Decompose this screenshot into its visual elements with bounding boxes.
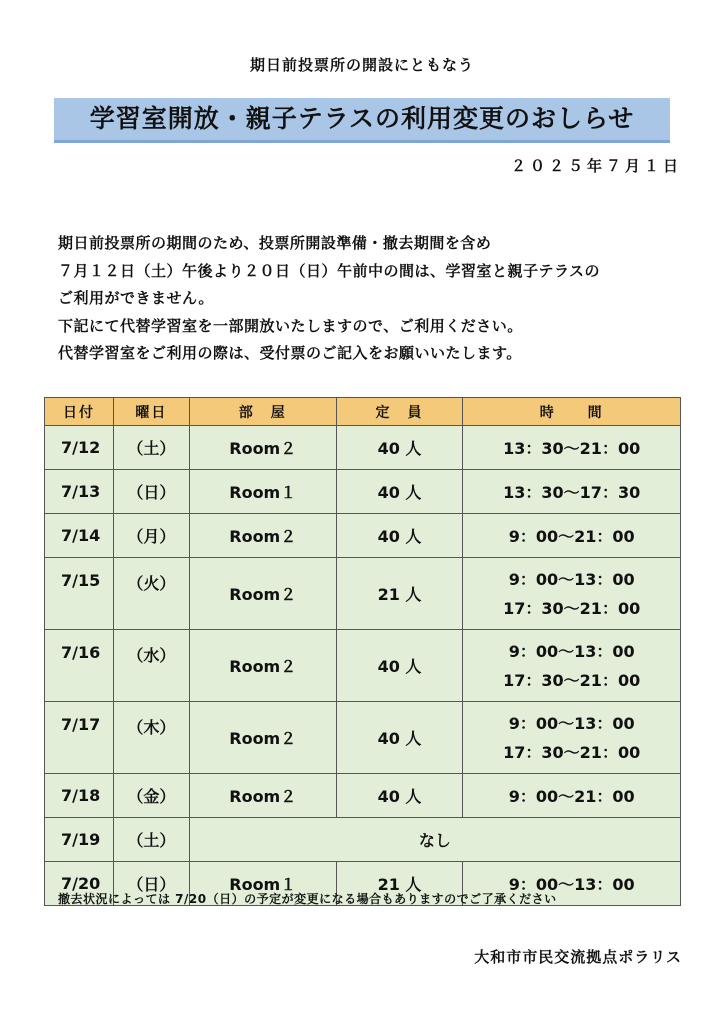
cell-date: 7/12 <box>45 426 114 470</box>
cell-date: 7/16 <box>45 630 114 702</box>
cell-capacity: 40 人 <box>336 774 463 818</box>
intro-line: 代替学習室をご利用の際は、受付票のご記入をお願いいたします。 <box>58 344 522 362</box>
table-row <box>45 470 681 514</box>
cell-time: 13：30～17：30 <box>463 470 681 514</box>
cell-date: 7/14 <box>45 514 114 558</box>
table-row <box>45 426 681 470</box>
cell-capacity: 40 人 <box>336 426 463 470</box>
table-row <box>45 774 681 818</box>
page-title: 学習室開放・親子テラスの利用変更のおしらせ <box>89 104 635 133</box>
cell-date: 7/18 <box>45 774 114 818</box>
cell-room: Room２ <box>189 558 336 630</box>
intro-line: ７月１２日（土）午後より２０日（日）午前中の間は、学習室と親子テラスの <box>58 261 601 280</box>
cell-date: 7/15 <box>45 558 114 630</box>
intro-text <box>58 230 698 368</box>
table-row <box>45 818 681 862</box>
time-slot: 17：30～21：00 <box>503 742 641 762</box>
cell-closed: なし <box>189 818 680 862</box>
cell-day: （月） <box>113 514 189 558</box>
header-date: 日付 <box>45 398 114 426</box>
header-capacity: 定 員 <box>336 398 463 426</box>
cell-time <box>463 630 681 702</box>
cell-room: Room２ <box>189 702 336 774</box>
time-slot: 17：30～21：00 <box>503 670 641 690</box>
cell-day: （日） <box>113 862 189 906</box>
time-slot: 9：00～13：00 <box>508 569 635 589</box>
organization-name: 大和市市民交流拠点ポラリス <box>474 948 682 966</box>
schedule-table <box>44 397 681 906</box>
time-slot: 17：30～21：00 <box>503 598 641 618</box>
cell-day: （日） <box>113 470 189 514</box>
header-room: 部 屋 <box>189 398 336 426</box>
cell-capacity: 21 人 <box>336 862 463 906</box>
cell-room: Room１ <box>189 470 336 514</box>
cell-room: Room２ <box>189 774 336 818</box>
table-row <box>45 630 681 702</box>
cell-day: （水） <box>113 630 189 702</box>
table-header-row <box>45 398 681 426</box>
cell-day: （火） <box>113 558 189 630</box>
time-slot: 9：00～13：00 <box>508 713 635 733</box>
cell-day: （金） <box>113 774 189 818</box>
cell-capacity: 40 人 <box>336 470 463 514</box>
cell-date: 7/20 <box>45 862 114 906</box>
cell-room: Room２ <box>189 426 336 470</box>
cell-date: 7/13 <box>45 470 114 514</box>
cell-time: 9：00～13：00 <box>463 862 681 906</box>
cell-time <box>463 702 681 774</box>
table-row <box>45 702 681 774</box>
cell-room: Room１ <box>189 862 336 906</box>
issue-date: ２０２５年７月１日 <box>510 157 682 175</box>
cell-date: 7/17 <box>45 702 114 774</box>
cell-room: Room２ <box>189 514 336 558</box>
cell-time: 9：00～21：00 <box>463 774 681 818</box>
header-day: 曜日 <box>113 398 189 426</box>
cell-time: 13：30～21：00 <box>463 426 681 470</box>
cell-capacity: 21 人 <box>336 558 463 630</box>
intro-line: 期日前投票所の期間のため、投票所開設準備・撤去期間を含め <box>58 234 492 252</box>
subtitle: 期日前投票所の開設にともなう <box>249 56 474 74</box>
footnote: 撤去状況によっては 7/20（日）の予定が変更になる場合もありますのでご了承ください <box>58 892 557 906</box>
table-row <box>45 514 681 558</box>
cell-day: （木） <box>113 702 189 774</box>
intro-line: 下記にて代替学習室を一部開放いたしますので、ご利用ください。 <box>58 316 523 335</box>
cell-room: Room２ <box>189 630 336 702</box>
cell-time: 9：00～21：00 <box>463 514 681 558</box>
cell-day: （土） <box>113 818 189 862</box>
table-row <box>45 558 681 630</box>
cell-date: 7/19 <box>45 818 114 862</box>
intro-line: ご利用ができません。 <box>58 289 214 307</box>
cell-capacity: 40 人 <box>336 514 463 558</box>
cell-day: （土） <box>113 426 189 470</box>
cell-capacity: 40 人 <box>336 630 463 702</box>
cell-time <box>463 558 681 630</box>
header-time: 時 間 <box>463 398 681 426</box>
cell-capacity: 40 人 <box>336 702 463 774</box>
time-slot: 9：00～13：00 <box>508 641 635 661</box>
